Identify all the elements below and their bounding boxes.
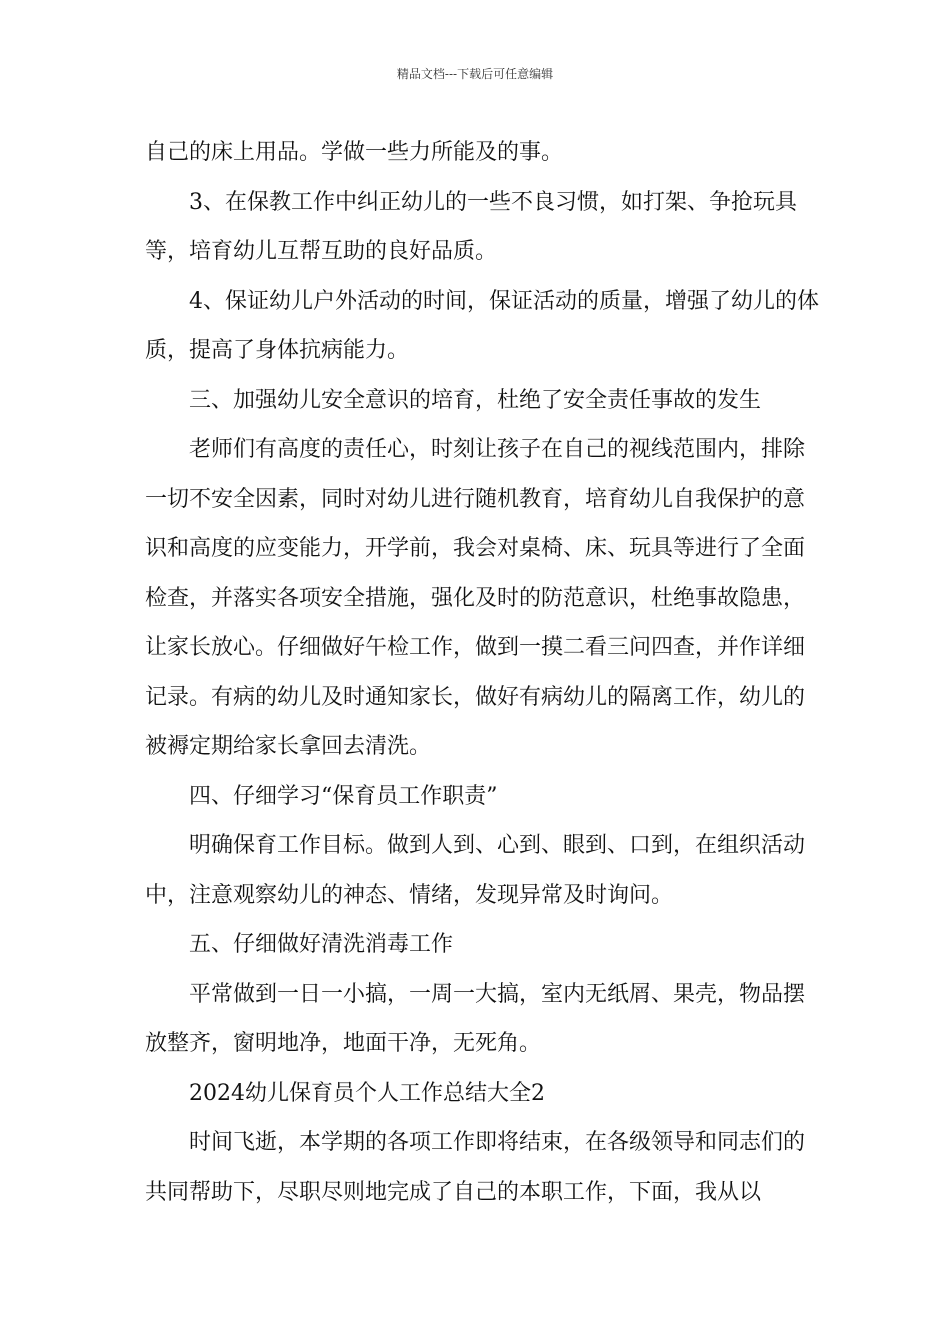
paragraph-intro-2: 时间飞逝，本学期的各项工作即将结束，在各级领导和同志们的共同帮助下，尽职尽则地完成了自己的本职工作，下面，我从以 [145,1130,806,1205]
page-header: 精品文档---下载后可任意编辑 [396,67,554,81]
article-title-2: 2024幼儿保育员个人工作总结大全2 [189,1080,545,1106]
section-heading-3: 三、加强幼儿安全意识的培育，杜绝了安全责任事故的发生 [189,387,762,413]
section-heading-4: 四、仔细学习“保育员工作职责” [189,783,498,809]
paragraph-duties: 明确保育工作目标。做到人到、心到、眼到、口到，在组织活动中，注意观察幼儿的神态、情绪，发现异常及时询问。 [145,833,806,908]
paragraph-safety: 老师们有高度的责任心，时刻让孩子在自己的视线范围内，排除一切不安全因素，同时对幼儿进行随机教育，培育幼儿自我保护的意识和高度的应变能力，开学前，我会对桌椅、床、玩具等进行了全面检查，并落实各项安全措施，强化及时的防范意识，杜绝事故隐患，让家长放心。仔细做好午检工作，做到一摸二看三问四查，并作详细记录。有病的幼儿及时通知家长，做好有病幼儿的隔离工作，幼儿的被褥定期给家长拿回去清洗。 [145,437,806,759]
document-body [145,128,825,1217]
paragraph-2: 3、在保教工作中纠正幼儿的一些不良习惯，如打架、争抢玩具等，培育幼儿互帮互助的良好品质。 [145,189,797,264]
paragraph-1: 自己的床上用品。学做一些力所能及的事。 [145,140,564,165]
paragraph-3: 4、保证幼儿户外活动的时间，保证活动的质量，增强了幼儿的体质，提高了身体抗病能力。 [145,288,819,363]
section-heading-5: 五、仔细做好清洗消毒工作 [189,932,454,957]
paragraph-cleaning: 平常做到一日一小搞，一周一大搞，室内无纸屑、果壳，物品摆放整齐，窗明地净，地面干净，无死角。 [145,981,806,1056]
